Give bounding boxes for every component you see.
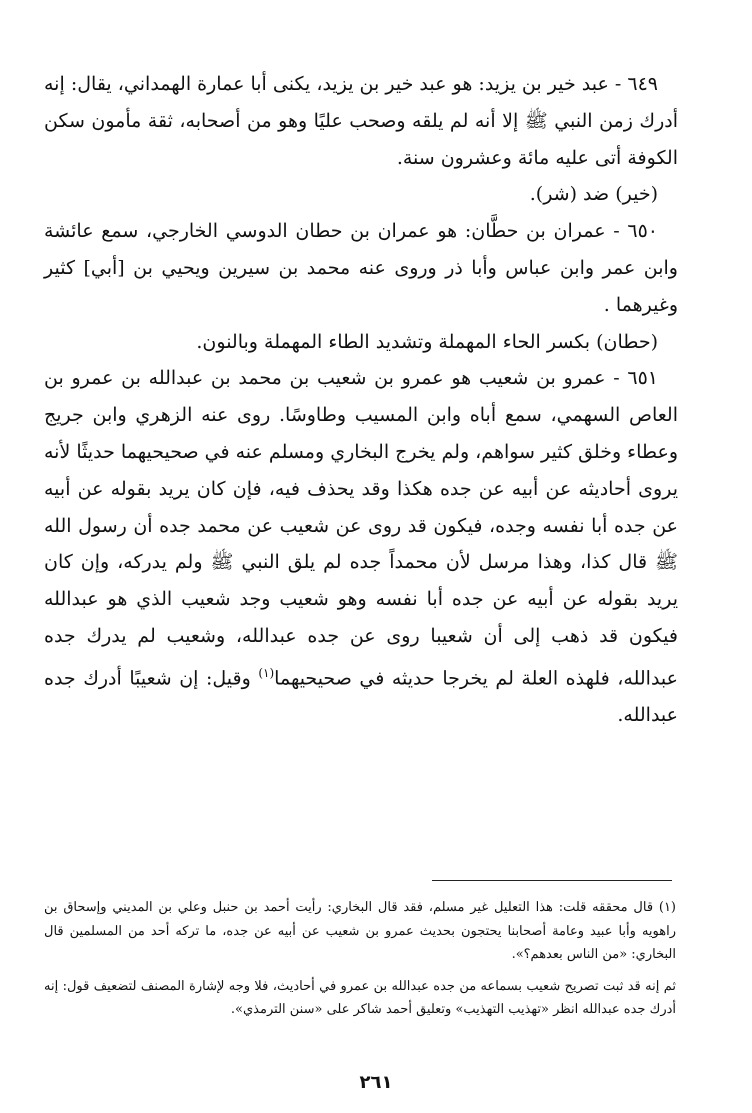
footnotes xyxy=(44,896,676,1022)
footnote-1-continuation: ثم إنه قد ثبت تصريح شعيب بسماعه من جده عبدالله بن عمرو في أحاديث، فلا وجه لإشارة المصنف لتضعيف قول: إنه أدرك جده عبدالله انظر «تهذيب التهذيب» وتعليق أحمد شاكر على «سنن الترمذي». xyxy=(44,978,676,1017)
entry-649-note: (خير) ضد (شر). xyxy=(529,183,658,206)
entry-650-note: (حطان) بكسر الحاء المهملة وتشديد الطاء المهملة وبالنون. xyxy=(196,330,658,353)
footnote-marker: (١) xyxy=(258,665,275,680)
entry-651-text-end: وقيل: إن شعيبًا أدرك جده عبدالله. xyxy=(44,667,678,726)
main-text xyxy=(44,66,678,734)
entry-650: ٦٥٠ - عمران بن حطَّان: هو عمران بن حطان الدوسي الخارجي، سمع عائشة وابن عمر وابن عباس وأبا ذر وروى عنه محمد بن سيرين ويحيي بن [أبي] كثير وغيرهما . xyxy=(44,220,678,316)
entry-651 xyxy=(44,360,678,733)
footnote-separator xyxy=(432,880,672,881)
page-number: ٢٦١ xyxy=(359,1072,393,1093)
footnote-1: (١) قال محققه قلت: هذا التعليل غير مسلم، فقد قال البخاري: رأيت أحمد بن حنبل وعلي بن المديني وإسحاق بن راهويه وأبا عبيد وعامة أصحابنا يحتجون بحديث عمرو بن شعيب عن أبيه عن جده، ما تركه أحد من المسلمين قال البخاري: «من الناس بعدهم؟». xyxy=(44,900,676,962)
entry-651-text: ٦٥١ - عمرو بن شعيب هو عمرو بن شعيب بن محمد بن عبدالله بن عمرو بن العاص السهمي، سمع أباه وابن المسيب وطاوسًا. روى عنه الزهري وابن جريج وعطاء وخلق كثير سواهم، ولم يخرج البخاري ومسلم عنه في صحيحيهما حديثًا لأنه يروى أحاديثه عن أبيه عن جده هكذا وقد يحذف فيه، فإن كان يريد بقوله عن أبيه عن جده أبا نفسه وجده، فيكون قد روى عن شعيب عن محمد جده أن رسول الله ﷺ قال كذا، وهذا مرسل لأن محمداً جده لم يلق النبي ﷺ ولم يدركه، وإن كان يريد بقوله عن أبيه عن جده أبا نفسه وهو شعيب وجد شعيب الذي هو عبدالله فيكون قد ذهب إلى أن شعيبا روى عن جده عبدالله، وشعيب لم يدرك جده عبدالله، فلهذه العلة لم يخرجا حديثه في صحيحيهما xyxy=(44,367,678,690)
entry-649: ٦٤٩ - عبد خير بن يزيد: هو عبد خير بن يزيد، يكنى أبا عمارة الهمداني، يقال: إنه أدرك زمن النبي ﷺ إلا أنه لم يلقه وصحب عليًا وهو من أصحابه، ثقة مأمون سكن الكوفة أتى عليه مائة وعشرون سنة. xyxy=(44,73,678,169)
